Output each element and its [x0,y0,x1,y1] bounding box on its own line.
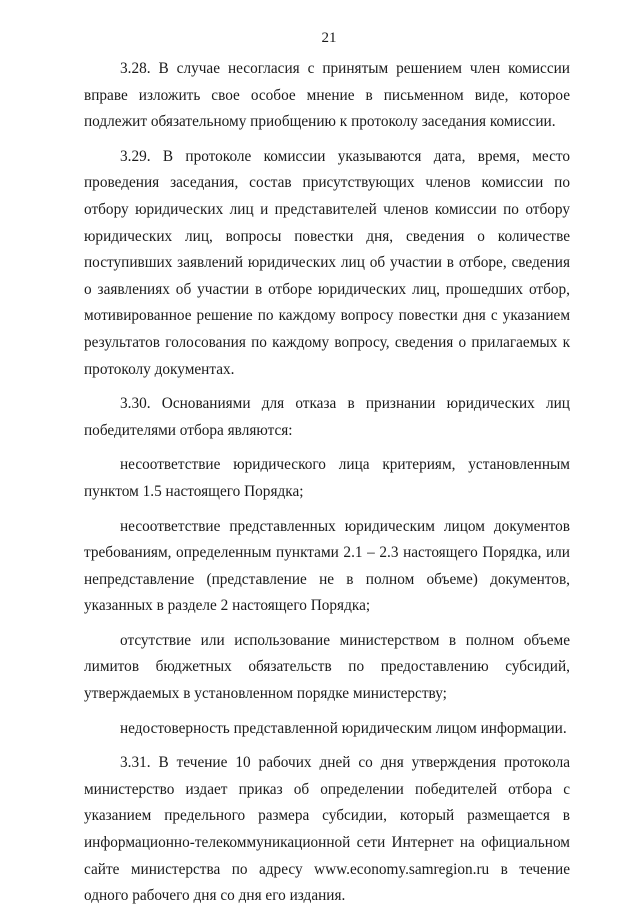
page-number: 21 [321,30,337,46]
paragraph-3-30: 3.30. Основаниями для отказа в признании юридических лиц победителями отбора являются: [84,395,570,439]
paragraph-3-31: 3.31. В течение 10 рабочих дней со дня утверждения протокола министерство издает приказ об определении победителей отбора с указанием предельного размера субсидии, который размещается в информационно-телекоммуникационной сети Интернет на официальном сайте министерства по адресу www.economy.samregion.ru в течение одного рабочего дня со дня его издания. [84,754,570,905]
paragraph-3-29: 3.29. В протоколе комиссии указываются дата, время, место проведения заседания, состав присутствующих членов комиссии по отбору юридических лиц и представителей членов комиссии по отбору юридических лиц, вопросы повестки дня, сведения о количестве поступивших заявлений юридических лиц об участии в отборе, сведения о заявлениях об участии в отборе юридических лиц, прошедших отбор, мотивированное решение по каждому вопросу повестки дня с указанием результатов голосования по каждому вопросу, сведения о прилагаемых к протоколу документах. [84,147,570,378]
refusal-ground-3: отсутствие или использование министерством в полном объеме лимитов бюджетных обязательств по предоставлению субсидий, утверждаемых в установленном порядке министерству; [84,631,570,703]
refusal-ground-1: несоответствие юридического лица критериям, установленным пунктом 1.5 настоящего Порядка; [84,456,570,500]
refusal-ground-2: несоответствие представленных юридическим лицом документов требованиям, определенным пунктами 2.1 – 2.3 настоящего Порядка, или непредставление (представление не в полном объеме) документов, указанных в разделе 2 настоящего Порядка; [84,517,570,615]
refusal-ground-4: недостоверность представленной юридическим лицом информации. [120,719,567,737]
paragraph-3-28: 3.28. В случае несогласия с принятым решением член комиссии вправе изложить свое особое мнение в письменном виде, которое подлежит обязательному приобщению к протоколу заседания комиссии. [84,60,570,131]
